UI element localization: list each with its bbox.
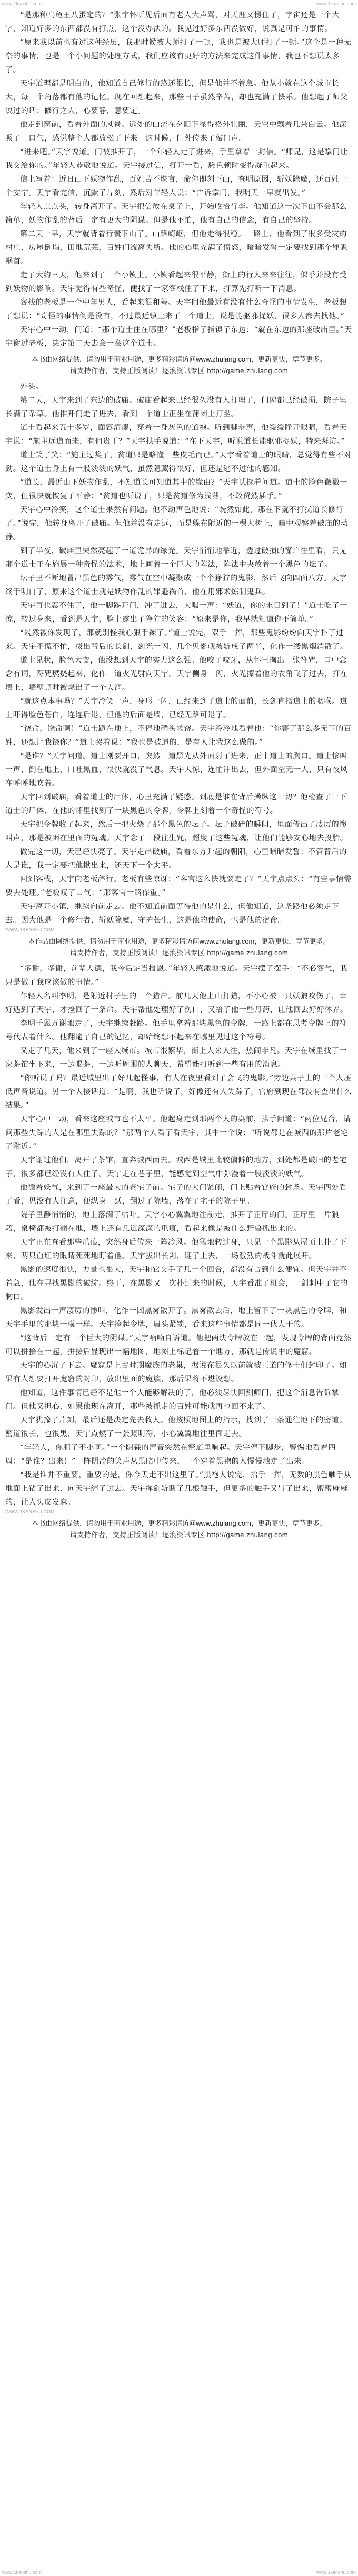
paragraph: 年轻人点点头，转身离开了。天宇把信放在桌子上，开始收拾行李。他知道这一次下山不会那么简单，妖物作乱的背后一定有更大的阴谋。但是他不怕，他有自己的信念，有自己的坚持。 bbox=[5, 203, 347, 225]
site-notice-1 bbox=[0, 350, 358, 380]
paragraph: 客栈的老板是一个中年男人，看起来很和善。天宇问他最近有没有什么奇怪的事情发生，老板想了想说：“奇怪的事情倒是没有，不过最近镇上来了一个道士，说是能驱邪捉妖，很多人都去找他。” bbox=[5, 298, 347, 320]
paragraph: “年轻人，你胆子不小啊。”一个阴森的声音突然在密道里响起。天宇停下脚步，警惕地看着四周：“是谁？出来！”一阵阴冷的笑声从黑暗中传来，一个穿着黑袍的人慢慢地走了出来。 bbox=[5, 1444, 336, 1466]
paragraph: “你听说了吗？最近城里出了好几起怪事，有人在夜里看到了会飞的鬼影。”旁边桌子上的一个人压低声音说道。另一个人接话道：“是啊，我也听说了，好像还有人失踪了，官府到现在都没有查出什么结果。” bbox=[5, 1074, 352, 1110]
paragraph: “饶命，饶命啊！”道士跪在地上，不停地磕头求饶。天宇冷冷地看着他：“你害了那么多无辜的百姓，还想让我饶你？”道士哭着说：“我也是被逼的，是有人让我这么做的。” bbox=[5, 725, 352, 747]
paragraph: 天宇回到破庙，看着道士的尸体，心里充满了疑惑。到底是谁在背后操纵这一切？他检查了一下道士的尸体，在他的怀里找到了一块黑色的令牌，令牌上刻着一个奇怪的符号。 bbox=[5, 793, 347, 815]
paragraph: 第二天，天宇来到了东边的破庙。破庙看起来已经很久没有人打理了，门窗都已经破损，院子里长满了杂草。他推开门走了进去，看到一个道士正坐在蒲团上打坐。 bbox=[5, 396, 347, 418]
paragraph: 天宇的心沉了下去。魔窟是上古时期魔族的老巢，据说在很久以前就被正道的修士们封印了。如果有人想要打开魔窟的封印，放出里面的魔族，那后果将不堪设想。 bbox=[5, 1361, 347, 1384]
paragraph: 天宇正在查看那些爪痕，突然身后传来一阵冷风。他猛地转过身，只见一个黑影从屋顶上扑了下来，两只血红的眼睛死死地盯着他。天宇拔出长剑，迎了上去，一场激烈的战斗就此展开。 bbox=[5, 1238, 347, 1260]
paragraph: “道长，最近山下妖物作乱，不知道长可知道其中的缘由？”天宇试探着问道。道士的脸色微微一变，但很快就恢复了平静：“贫道也听说了，只是贫道修为浅薄，不敢贸然插手。” bbox=[5, 478, 347, 500]
paragraph: “多谢，多谢，前辈大德，我今后定当报恩。”年轻人感激地说道。天宇摆了摆手：“不必客气，我只是做了我应该做的事情。” bbox=[5, 965, 348, 987]
paragraph: 李明千恩万谢地走了，天宇继续赶路。他手里拿着那块黑色的令牌，一路上都在思考令牌上的符号代表着什么。他翻遍了自己的记忆，却始终想不起来在哪里见过这个符号。 bbox=[5, 1019, 347, 1041]
paragraph: 做完这一切，天已经快亮了。天宇走出破庙，看着东方升起的朝阳，心里暗暗发誓：不管背后的人是谁，我一定要把他揪出来，还天下一个太平。 bbox=[5, 848, 347, 870]
paragraph: “是谁？”天宇问道。道士刚要开口，突然一道黑光从外面射了进来，正中道士的胸口。道士惨叫一声，倒在地上，口吐黑血，很快就没了气息。天宇大惊，连忙冲出去，但外面空无一人，只有夜风在呼呼地吹着。 bbox=[5, 752, 348, 788]
site-notice-line-2: 请支持作者，支持正版阅读！逐浪资讯专区 http://game.zhulang.com bbox=[69, 367, 289, 375]
site-mark-2: WWW.1KANSHU.COM bbox=[5, 1509, 55, 1515]
paragraph: 黑影的速度很快，力量也很大，天宇和它交手了几十个回合，都没有占到什么便宜。但天宇并不着急，他在寻找黑影的破绽。终于，在黑影又一次扑过来的时候，天宇看准了机会，一剑刺中了它的胸口。 bbox=[5, 1266, 348, 1301]
paragraph: 天宇犹豫了片刻，最后还是决定先去救人。他按照地图上的指示，找到了一条通往地下的密道。密道很长，也很黑，天宇点燃了一张照明符，小心翼翼地往里面走去。 bbox=[5, 1416, 347, 1438]
paragraph: 道士笑了笑：“施主过奖了，贫道只是略懂一些皮毛而已。”天宇看着道士的眼睛，总觉得有些不对劲。这个道士身上有一股淡淡的妖气，虽然隐藏得很好，但还是逃不过他的感知。 bbox=[5, 451, 352, 473]
paragraph: 天宇把令牌收了起来，然后一把火烧了那个黑色的坛子。坛子破碎的瞬间，里面传出了凄厉的惨叫声，那是被困在里面的冤魂。天宇念了一段往生咒，超度了这些冤魂，让他们能够安心地去投胎。 bbox=[5, 820, 348, 843]
site-notice-line-1: 本书由网络提供，请勿用于商业用途，更多精彩请访问www.zhulang.com，更新更快，章节更多。 bbox=[32, 1519, 326, 1527]
paragraph: 他知道，这件事情已经不是他一个人能够解决的了，他必须尽快回到师门，把这个消息告诉掌门。但他又担心，如果他现在离开，那些被抓走的百姓可能就再也回不来了。 bbox=[5, 1389, 340, 1411]
watermark-bottom-left: www.1kanshu.com bbox=[2, 2570, 42, 2575]
paragraph: 天宇心中一动，问道：“那个道士住在哪里？”老板指了指镇子东边：“就在东边的那座破庙里。”天宇谢过老板，决定第二天去会一会这个道士。 bbox=[5, 326, 352, 348]
text-section-3 bbox=[0, 962, 358, 1509]
paragraph: “我是谁并不重要，重要的是，你今天走不出这里了。”黑袍人说完，抬手一挥，无数的黑色触手从地面上钻了出来，向天宇缠了过去。天宇挥剑斩断了几根触手，但更多的触手又冒了出来，密密麻麻的，让人头皮发麻。 bbox=[5, 1471, 352, 1507]
paragraph: 天宇心中一动，看来这座城市也不太平。他起身走到那两个人的桌前，拱手问道：“两位兄台，请问那些失踪的人是在哪里失踪的？”那两个人看了看天宇，其中一个说：“听说都是在城西的那片老宅子附近。” bbox=[5, 1115, 351, 1151]
site-notice-2 bbox=[0, 933, 358, 962]
watermark-bottom-right: www.1kanshu.com bbox=[316, 2570, 356, 2575]
paragraph: “是那种乌龟王八蛋定的？”张宇怀听见后面有老人大声骂，对天涯又愣住了，宇宙还是一个大字，知道好多的东西都没有打点，这个没办法的。我见过好多东西没做好，说真是可怕的事情。 bbox=[5, 11, 340, 33]
paragraph: “进来吧。”天宇说道。门被推开了，一个年轻人走了进来，手里拿着一封信。“师兄，这是掌门让我交给你的。”年轻人恭敬地说道。天宇接过信，打开一看，脸色顿时变得凝重起来。 bbox=[5, 148, 348, 170]
paragraph: 走了大约三天，他来到了一个小镇上。小镇看起来很平静，街上的行人来来往往，似乎并没有受到妖物的影响。天宇觉得有些奇怪，便找了一家客栈住了下来，打算先打听一下消息。 bbox=[5, 271, 347, 293]
paragraph: 院子里静悄悄的，地上落满了枯叶。天宇小心翼翼地往前走，推开了正厅的门。正厅里一片狼藉，桌椅都被打翻在地，墙上还有几道深深的爪痕，看起来像是被什么野兽抓出来的。 bbox=[5, 1211, 340, 1233]
paragraph: 道士看起来五十多岁，面容清瘦，穿着一身灰色的道袍。听到脚步声，他缓缓睁开眼睛，看着天宇说：“施主远道而来，有何贵干？”天宇拱手说道：“在下天宇，听说道长能驱邪捉妖，特来拜访。” bbox=[5, 424, 347, 446]
site-mark-1: WWW.1KANSHU.COM bbox=[5, 927, 55, 933]
paragraph: 到了半夜，破庙里突然亮起了一道诡异的绿光。天宇悄悄地靠近，透过破损的窗户往里看，只见那个道士正在施展一种奇怪的法术，地上画着一个巨大的阵法，阵法中央放着一个黑色的坛子。 bbox=[5, 547, 347, 569]
text-section-1 bbox=[0, 8, 358, 350]
paragraph: 第二天一早，天宇就背着行囊下山了。山路崎岖，但他走得很稳。一路上，他看到了很多受灾的村庄，房屋倒塌，田地荒芜，百姓们流离失所。他的心里充满了愤怒，暗暗发誓一定要找到那个罪魁祸首。 bbox=[5, 230, 348, 266]
paragraph: 天宇离开小镇，继续向前走去。他不知道前面等待他的是什么，但他知道，这条路他必须走下去。因为他是一个修行者，斩妖除魔，守护苍生，这是他的使命，也是他的宿命。 bbox=[5, 903, 340, 925]
paragraph: 坛子里不断地冒出黑色的雾气，雾气在空中凝聚成一个个狰狞的鬼影，然后飞向四面八方。天宇终于明白了，原来这个道士就是妖物作乱的罪魁祸首，他在用邪术炼制鬼兵。 bbox=[5, 574, 347, 596]
paragraph: 回到客栈，天宇向老板辞行。老板有些惊讶：“客官这么快就要走了？”天宇点点头：“有些事情需要去处理。”老板叹了口气：“那客官一路保重。” bbox=[5, 875, 352, 897]
site-notice-line-2: 请支持作者，支持正版阅读！逐浪资讯专区 http://game.zhulang.com bbox=[69, 1531, 289, 1539]
paragraph: “这背后一定有一个巨大的阴谋。”天宇喃喃自语道。他把两块令牌放在一起，发现令牌的背面竟然可以拼接在一起，拼接后显现出一幅地图，地图上标记着一个地方，那就是传说中的魔窟。 bbox=[5, 1334, 352, 1356]
watermark-top-right: www.1kanshu.com bbox=[316, 1, 356, 6]
paragraph: 天宇心中冷笑，这个道士果然有问题。他不动声色地说：“既然如此，那在下就不打扰道长修行了。”说完，他转身离开了破庙。但他并没有走远，而是躲在附近的一棵大树上，暗中观察着破庙的动静。 bbox=[5, 506, 349, 542]
paragraph: “原来我以前也有过这种经历，我那时候被大师打了一顿，我也是被大师打了一顿。”这个是一种无奈的事情，也是一个小问题的处理方式，我们应该有更好的方法来完成这件事情，我也不想说太多了。 bbox=[5, 38, 352, 74]
paragraph: 又走了几天，他来到了一座大城市。城市很繁华，街上人来人往，热闹非凡。天宇在城里找了一家茶馆坐下来，一边喝茶，一边听周围的人聊天，希望能打听到一些有用的消息。 bbox=[5, 1047, 347, 1069]
site-notice-line-1: 本书由网络提供，请勿用于商业用途，更多精彩请访问www.zhulang.com，更新更快，章节更多。 bbox=[32, 355, 326, 363]
watermark-top-left: www.1kanshu.com bbox=[2, 1, 42, 6]
paragraph: “既然被你发现了，那就别怪我心狠手辣了。”道士说完，双手一挥，那些鬼影纷纷向天宇扑了过来。天宇不慌不忙，拔出背后的长剑，剑光一闪，几个鬼影就被斩成了两半，化作一缕黑烟消散了。 bbox=[5, 629, 348, 651]
paragraph: “就这点本事吗？”天宇冷笑一声，身形一闪，已经来到了道士的面前，长剑直指道士的咽喉。道士吓得脸色苍白，连连后退，但他的后面是墙，已经无路可退了。 bbox=[5, 697, 347, 719]
text-section-2 bbox=[0, 380, 358, 927]
paragraph: 年轻人名叫李明，是附近村子里的一个猎户。前几天他上山打猎，不小心被一只妖狼咬伤了，幸好遇到了天宇，才捡回了一条命。天宇帮他处理好了伤口，又给了他一些丹药，让他回去好好休养。 bbox=[5, 992, 348, 1014]
site-notice-3 bbox=[0, 1515, 358, 1544]
paragraph: 天宇道理都是明白的，他知道自己修行的路还很长，但是他并不着急。他从小就在这个城市长大，每一个角落都有他的记忆。现在回想起来，那些日子虽然辛苦，却也充满了快乐。他想起了师父说过的话：修行之人，心要静，意要定。 bbox=[5, 79, 348, 115]
paragraph: 他走到窗前，看着外面的风景。远处的山峦在夕阳下显得格外壮丽，天空中飘着几朵白云。他深吸了一口气，感觉整个人都放松了下来。这时候，门外传来了敲门声。 bbox=[5, 121, 347, 143]
paragraph: 天宇谢过他们，离开了茶馆，直奔城西而去。城西是城里比较偏僻的地方，到处都是破旧的老宅子，很多都已经没有人住了。天宇走在巷子里，能感觉到空气中弥漫着一股淡淡的妖气。 bbox=[5, 1156, 347, 1178]
paragraph: 天宇再也忍不住了，他一脚踢开门，冲了进去，大喝一声：“妖道，你的末日到了！”道士吃了一惊，转过身来，看到是天宇，脸上露出了狰狞的笑容：“原来是你，我早就知道你不简单。” bbox=[5, 602, 347, 624]
paragraph: 外头。 bbox=[20, 383, 44, 391]
paragraph: 他循着妖气，来到了一座最大的老宅子前。宅子的大门紧闭，门上贴着官府的封条。天宇四处看了看，见没有人注意，便纵身一跃，翻过了院墙，落在了宅子的院子里。 bbox=[5, 1184, 347, 1206]
site-notice-line-1: 本作品由网络提供，请勿用于商业用途，更多精彩请访问www.zhulang.com，更新更快，章节更多。 bbox=[28, 937, 330, 945]
paragraph: 信上写着：近日山下妖物作乱，百姓苦不堪言，命你即刻下山，查明原因，斩妖除魔，还百姓一个安宁。天宇看完信，沉默了片刻，然后对年轻人说：“告诉掌门，我明天一早就出发。” bbox=[5, 175, 347, 197]
paragraph: 黑影发出一声凄厉的惨叫，化作一团黑雾散开了。黑雾散去后，地上留下了一块黑色的令牌，和天宇手里的那块一模一样。天宇捡起令牌，眉头紧锁，看来这些事情都是同一伙人干的。 bbox=[5, 1307, 347, 1329]
paragraph: 道士见状，脸色大变，他没想到天宇的实力这么强。他咬了咬牙，从怀里掏出一张符咒，口中念念有词，符咒燃烧起来，化作一道火光射向天宇。天宇侧身一闪，火光擦着他的衣角飞了过去，打在墙上，墙壁顿时被烧出了一个大洞。 bbox=[5, 656, 348, 692]
site-notice-line-2: 请支持作者，支持正版阅读！逐浪资讯专区 http://game.zhulang.com bbox=[69, 949, 289, 957]
